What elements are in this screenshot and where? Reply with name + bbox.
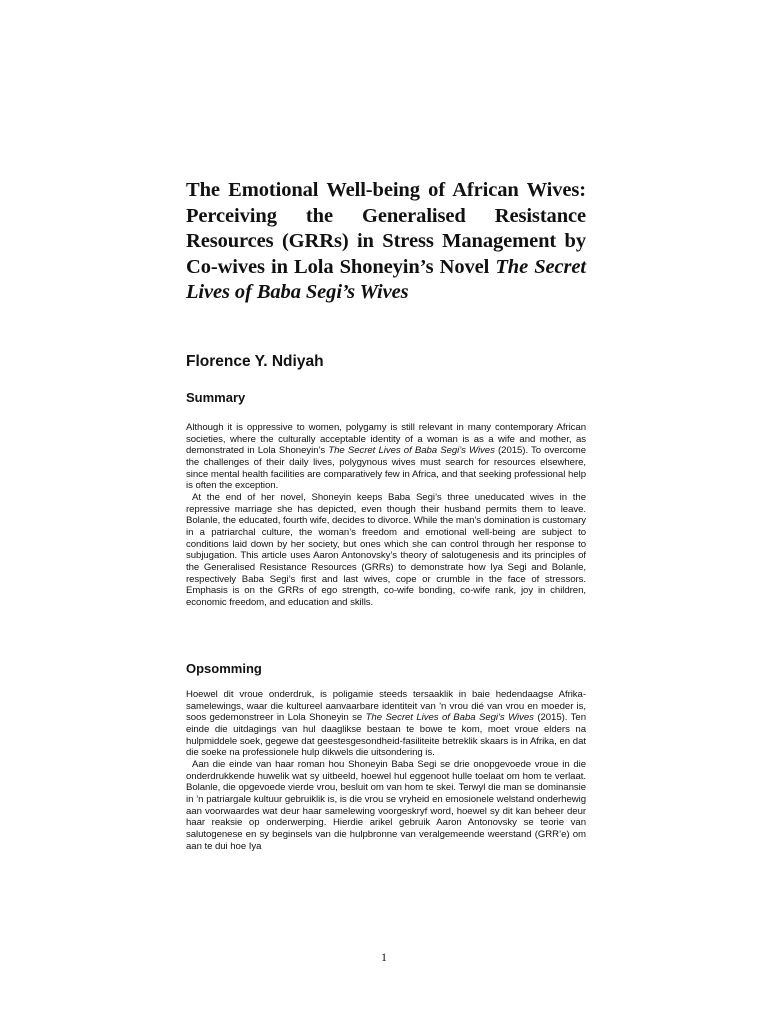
author-name: Florence Y. Ndiyah bbox=[186, 353, 324, 370]
summary-paragraph-2: At the end of her novel, Shoneyin keeps Baba Segi’s three uneducated wives in the repressive marriage she has depicted, even though their husband permits them to leave. Bolanle, the educated, fourth wife, decides to divorce. While the man’s domination is customary in a patriarchal culture, the woman’s freedom and emotional well-being are subject to conditions laid down by her society, but ones which she can control through her response to subjugation. This article uses Aaron Antonovsky’s theory of salotugenesis and its principles of the Generalised Resistance Resources (GRRs) to demonstrate how Iya Segi and Bolanle, respectively Baba Segi’s first and last wives, cope or crumble in the face of stressors. Emphasis is on the GRRs of ego strength, co-wife bonding, co-wife rank, joy in children, economic freedom, and education and skills. bbox=[186, 491, 586, 608]
summary-paragraph-1 bbox=[186, 422, 586, 492]
paper-title-text: The Emotional Well-being of African Wives: Perceiving the Generalised Resistance Resources (GRRs) in Stress Management by Co-wives in Lola Shoneyin’s Novel bbox=[186, 179, 586, 278]
paper-title bbox=[186, 178, 586, 306]
opsomming-paragraph-1 bbox=[186, 689, 586, 759]
opsomming-p1-italic: The Secret Lives of Baba Segi’s Wives bbox=[365, 712, 534, 724]
opsomming-body bbox=[186, 689, 586, 852]
opsomming-p1-text-b: (2015). Ten einde die uitdagings van hul daaglikse bestaan te bowe te kom, moet vroue elders na hulpmiddele soek, gegewe dat geestesgesondheid-fasiliteite betreklik skaars is in Afrika, en dat die soeke na professionele hulp dikwels die uitsondering is. bbox=[186, 712, 586, 759]
paper-title-italic: The Secret Lives of Baba Segi’s Wives bbox=[186, 255, 586, 303]
opsomming-p1-text-a: Hoewel dit vroue onderdruk, is poligamie steeds tersaaklik in baie hedendaagse Afrika-samelewings, waar die kultureel aanvaarbare identiteit van ’n vrou dié van vrou en moeder is, soos gedemonstreer in Lola Shoneyin se bbox=[186, 689, 586, 724]
summary-p1-italic: The Secret Lives of Baba Segi’s Wives bbox=[328, 445, 495, 457]
summary-p1-text-a: Although it is oppressive to women, polygamy is still relevant in many contemporary African societies, where the culturally acceptable identity of a woman is as a wife and mother, as demonstrated in Lola Shoneyin’s bbox=[186, 422, 586, 457]
summary-heading: Summary bbox=[186, 390, 246, 405]
page-number: 1 bbox=[381, 950, 387, 964]
paper-page bbox=[186, 178, 586, 852]
summary-p1-text-b: (2015). To overcome the challenges of their daily lives, polygynous wives must search for resources elsewhere, since mental health facilities are comparatively few in Africa, and that seeking professional help is often the exception. bbox=[186, 445, 586, 492]
opsomming-heading: Opsomming bbox=[186, 661, 262, 676]
opsomming-paragraph-2: Aan die einde van haar roman hou Shoneyin Baba Segi se drie onopgevoede vroue in die onderdrukkende huwelik wat sy uitbeeld, hoewel hul eggenoot hulle toelaat om hom te verlaat. Bolanle, die opgevoede vierde vrou, besluit om van hom te skei. Terwyl die man se dominansie in ’n patriargale kultuur gebruiklik is, is die vrou se vryheid en emosionele welstand onderhewig aan voorwaardes wat deur haar samelewing voorgeskryf word, hoewel sy dit kan beheer deur haar reaksie op onderwerping. Hierdie arikel gebruik Aaron Antonovsky se teorie van salutogenese en sy beginsels van die hulpbronne van veralgemeende weerstand (GRR’e) om aan te dui hoe Iya bbox=[186, 758, 586, 852]
summary-body bbox=[186, 422, 586, 609]
